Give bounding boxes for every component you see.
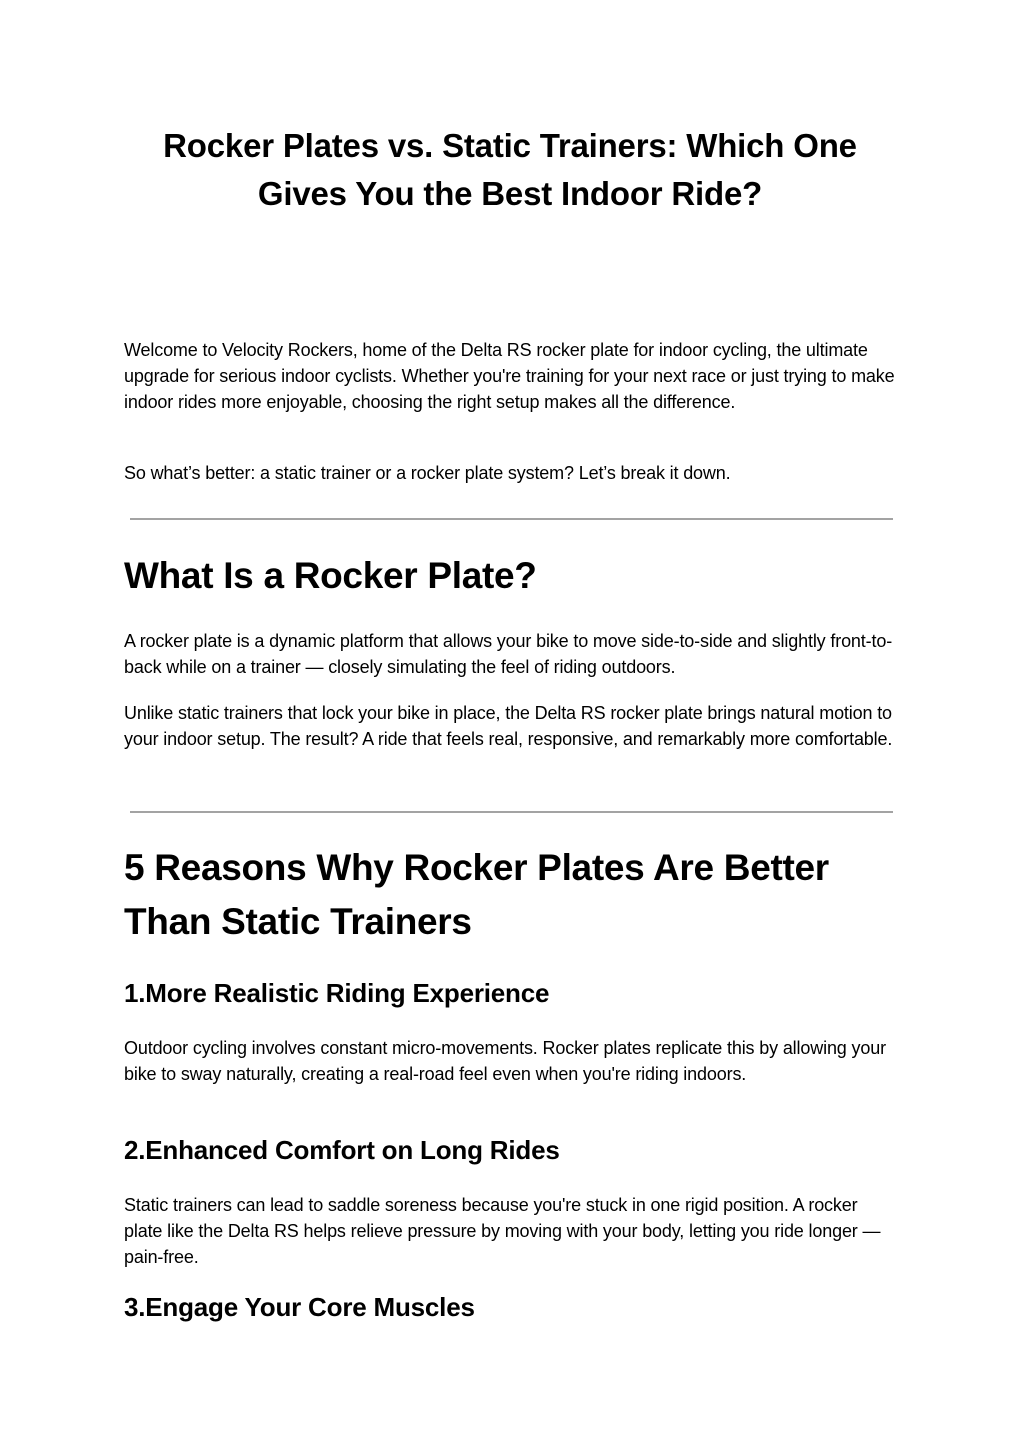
reason-heading-realistic: 1.More Realistic Riding Experience <box>124 978 550 1008</box>
what-is-paragraph: A rocker plate is a dynamic platform that allows your bike to move side-to-side and slightly front-to-back while on a trainer — closely simulating the feel of riding outdoors. <box>124 631 893 677</box>
reason-text-realistic: Outdoor cycling involves constant micro-movements. Rocker plates replicate this by allowing your bike to sway naturally, creating a real-road feel even when you're riding indoors. <box>124 1038 886 1084</box>
section-divider <box>130 518 893 520</box>
reason-text-comfort: Static trainers can lead to saddle soreness because you're stuck in one rigid position. A rocker plate like the Delta RS helps relieve pressure by moving with your body, letting you ride longer — pain-free. <box>124 1195 881 1267</box>
reason-heading-core: 3.Engage Your Core Muscles <box>124 1292 475 1322</box>
intro-question-paragraph: So what’s better: a static trainer or a rocker plate system? Let’s break it down. <box>124 463 731 483</box>
section-heading-reasons: 5 Reasons Why Rocker Plates Are Better Than Static Trainers <box>124 847 829 942</box>
section-divider <box>130 811 893 813</box>
reason-heading-comfort: 2.Enhanced Comfort on Long Rides <box>124 1135 560 1165</box>
section-heading-what-is: What Is a Rocker Plate? <box>124 555 537 596</box>
document-title: Rocker Plates vs. Static Trainers: Which One Gives You the Best Indoor Ride? <box>163 127 857 212</box>
unlike-static-paragraph: Unlike static trainers that lock your bike in place, the Delta RS rocker plate brings natural motion to your indoor setup. The result? A ride that feels real, responsive, and remarkably more comfortable. <box>124 703 893 749</box>
intro-paragraph: Welcome to Velocity Rockers, home of the Delta RS rocker plate for indoor cycling, the ultimate upgrade for serious indoor cyclists. Whether you're training for your next race or just trying to make indoor rides more enjoyable, choosing the right setup makes all the difference. <box>124 340 895 412</box>
